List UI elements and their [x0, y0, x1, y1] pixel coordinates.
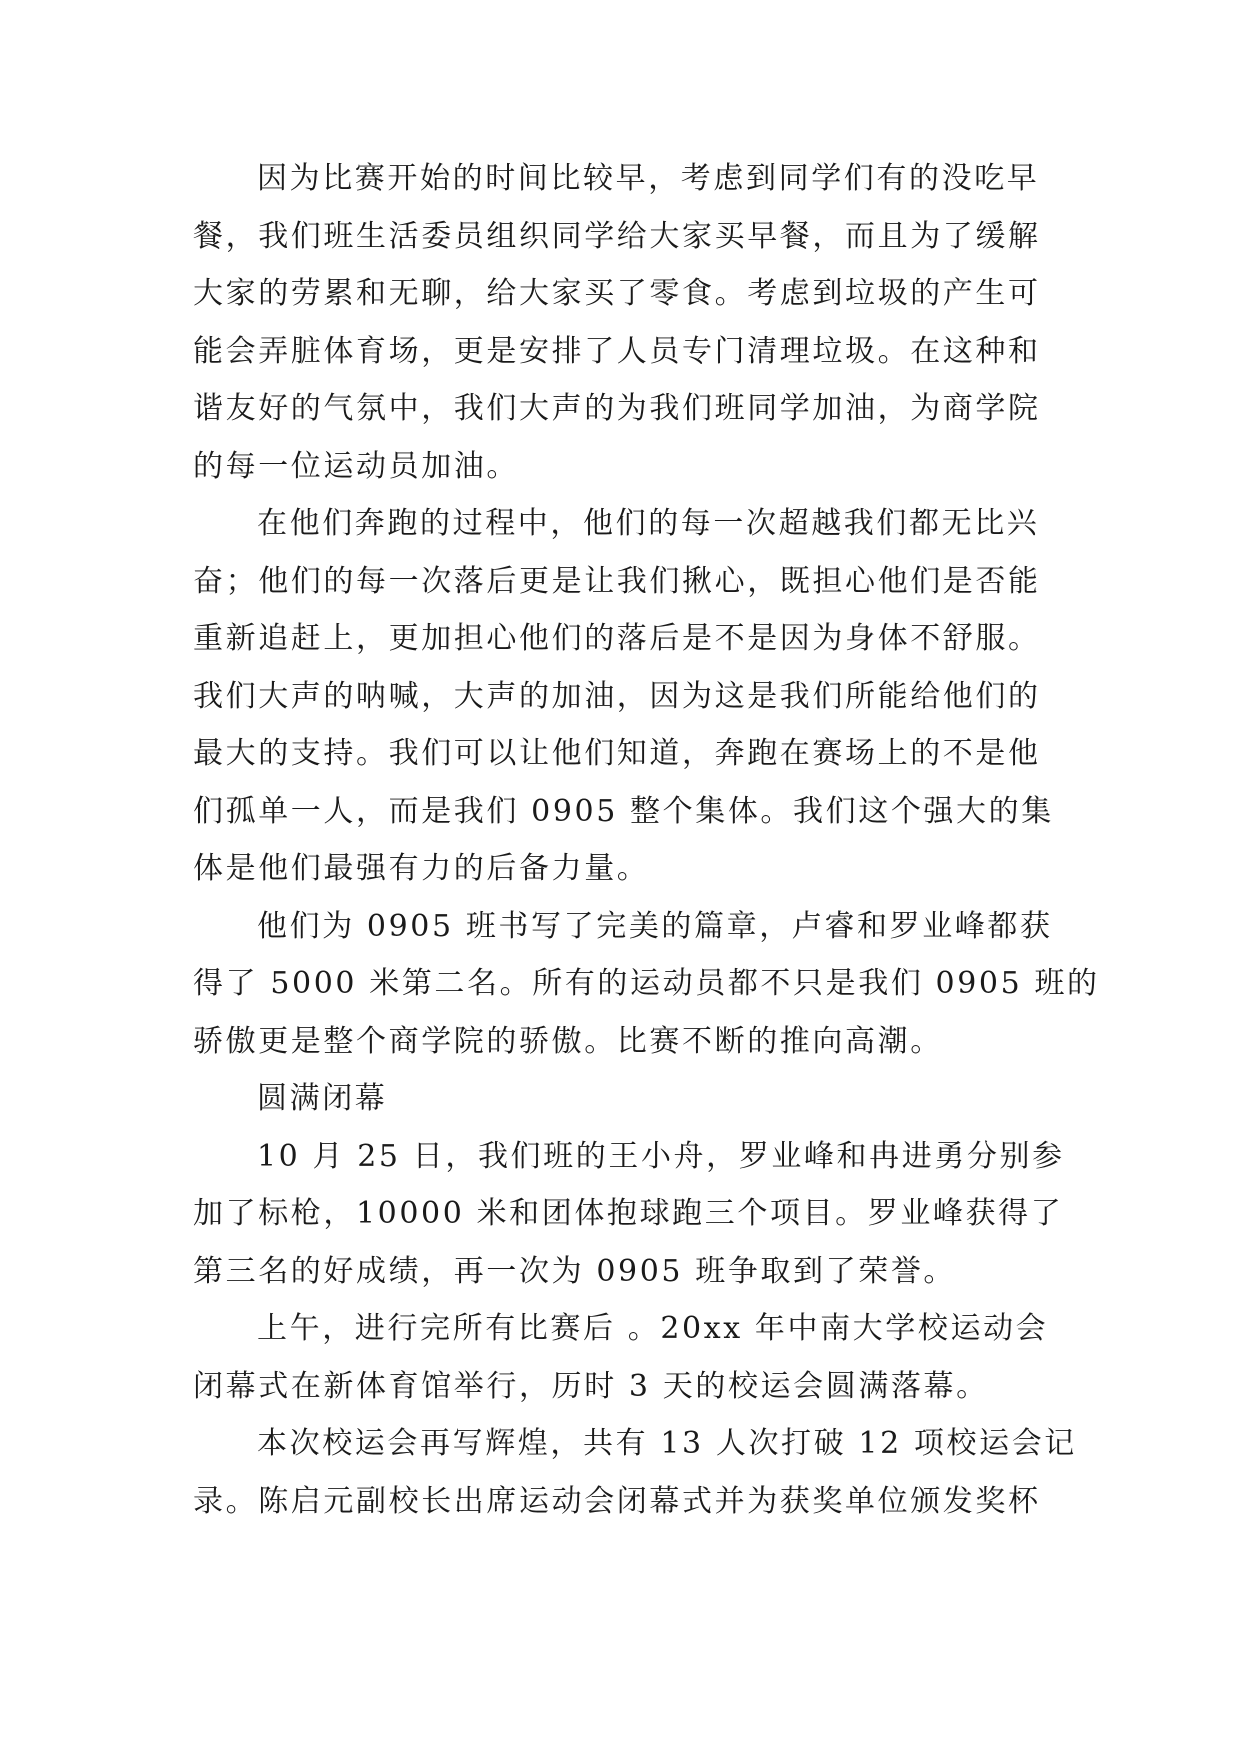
text-line: 餐，我们班生活委员组织同学给大家买早餐，而且为了缓解 — [193, 218, 1041, 254]
article-body — [193, 150, 1100, 1530]
text-line: 的每一位运动员加油。 — [193, 448, 519, 484]
text-line: 他们为 0905 班书写了完美的篇章，卢睿和罗业峰都获 — [257, 908, 1053, 944]
text-line: 闭幕式在新体育馆举行，历时 3 天的校运会圆满落幕。 — [193, 1368, 989, 1404]
text-line: 得了 5000 米第二名。所有的运动员都不只是我们 0905 班的 — [193, 966, 1100, 1001]
text-line: 第三名的好成绩，再一次为 0905 班争取到了荣誉。 — [193, 1253, 957, 1289]
text-line: 重新追赶上，更加担心他们的落后是不是因为身体不舒服。 — [193, 621, 1041, 656]
text-line: 加了标枪，10000 米和团体抱球跑三个项目。罗业峰获得了 — [193, 1196, 1064, 1231]
text-line: 录。陈启元副校长出席运动会闭幕式并为获奖单位颁发奖杯 — [193, 1483, 1041, 1519]
text-line: 在他们奔跑的过程中，他们的每一次超越我们都无比兴 — [257, 506, 1040, 541]
text-line: 能会弄脏体育场，更是安排了人员专门清理垃圾。在这种和 — [193, 333, 1041, 369]
text-line: 大家的劳累和无聊，给大家买了零食。考虑到垃圾的产生可 — [193, 276, 1041, 311]
text-line: 体是他们最强有力的后备力量。 — [193, 851, 650, 886]
text-line: 本次校运会再写辉煌，共有 13 人次打破 12 项校运会记 — [257, 1426, 1077, 1461]
text-line: 上午，进行完所有比赛后 。20xx 年中南大学校运动会 — [257, 1311, 1049, 1346]
text-line: 最大的支持。我们可以让他们知道，奔跑在赛场上的不是他 — [193, 736, 1041, 771]
section-heading: 圆满闭幕 — [257, 1081, 388, 1116]
text-line: 们孤单一人，而是我们 0905 整个集体。我们这个强大的集 — [193, 793, 1054, 829]
text-line: 奋；他们的每一次落后更是让我们揪心，既担心他们是否能 — [193, 563, 1041, 599]
text-line: 我们大声的呐喊，大声的加油，因为这是我们所能给他们的 — [193, 678, 1041, 714]
text-line: 10 月 25 日，我们班的王小舟，罗业峰和冉进勇分别参 — [257, 1138, 1065, 1174]
text-line: 谐友好的气氛中，我们大声的为我们班同学加油，为商学院 — [193, 391, 1041, 426]
text-line: 因为比赛开始的时间比较早，考虑到同学们有的没吃早 — [257, 161, 1040, 196]
text-line: 骄傲更是整个商学院的骄傲。比赛不断的推向高潮。 — [193, 1023, 943, 1059]
